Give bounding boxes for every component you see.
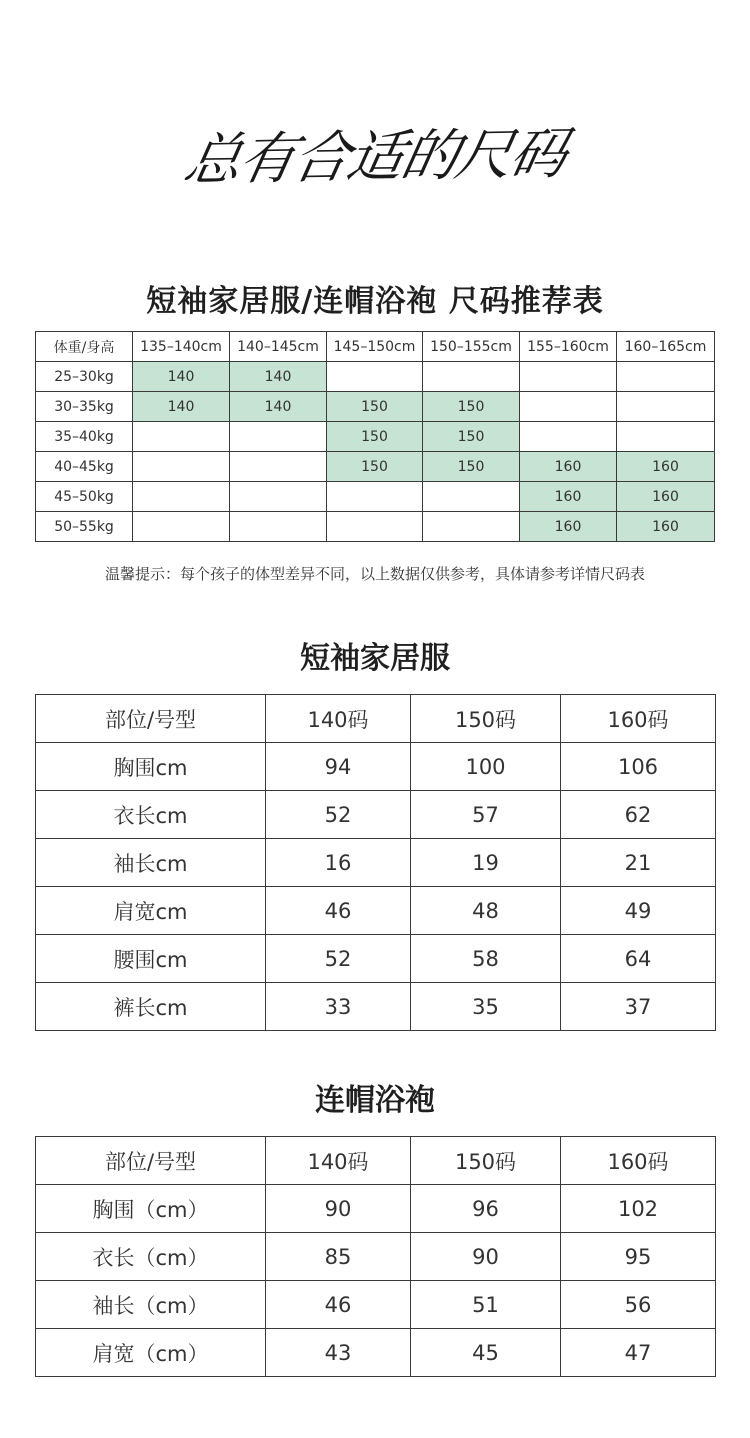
measure-label: 袖长cm xyxy=(36,839,266,887)
measure-value: 56 xyxy=(561,1281,716,1329)
measure-value: 16 xyxy=(266,839,411,887)
table-row xyxy=(36,839,716,887)
measure-value: 90 xyxy=(266,1185,411,1233)
size-cell xyxy=(423,512,520,542)
measure-value: 19 xyxy=(411,839,561,887)
measure-value: 35 xyxy=(411,983,561,1031)
size-cell xyxy=(230,422,327,452)
size-cell: 140 xyxy=(133,392,230,422)
table-row xyxy=(36,1329,716,1377)
table-header-row xyxy=(36,1137,716,1185)
measure-value: 47 xyxy=(561,1329,716,1377)
weight-label: 50–55kg xyxy=(36,512,133,542)
size-cell xyxy=(617,362,715,392)
size-cell: 140 xyxy=(230,392,327,422)
measure-value: 64 xyxy=(561,935,716,983)
table-row xyxy=(36,482,715,512)
measure-value: 43 xyxy=(266,1329,411,1377)
measure-value: 49 xyxy=(561,887,716,935)
tip-note: 温馨提示：每个孩子的体型差异不同，以上数据仅供参考，具体请参考详情尺码表 xyxy=(104,565,645,583)
size-cell xyxy=(133,482,230,512)
height-header: 160–165cm xyxy=(617,332,715,362)
table-row xyxy=(36,362,715,392)
size-cell xyxy=(327,482,423,512)
size-cell xyxy=(230,452,327,482)
measure-label: 衣长（cm） xyxy=(36,1233,266,1281)
measure-value: 46 xyxy=(266,1281,411,1329)
column-header: 150码 xyxy=(411,1137,561,1185)
weight-label: 30–35kg xyxy=(36,392,133,422)
measure-label: 肩宽cm xyxy=(36,887,266,935)
size-cell xyxy=(133,452,230,482)
column-header: 140码 xyxy=(266,695,411,743)
size-cell: 150 xyxy=(423,422,520,452)
weight-label: 45–50kg xyxy=(36,482,133,512)
weight-label: 40–45kg xyxy=(36,452,133,482)
table-row xyxy=(36,983,716,1031)
measure-value: 90 xyxy=(411,1233,561,1281)
table-row xyxy=(36,1185,716,1233)
measure-value: 62 xyxy=(561,791,716,839)
size-cell xyxy=(617,422,715,452)
measure-value: 95 xyxy=(561,1233,716,1281)
robe-size-table xyxy=(35,1136,716,1377)
robe-title: 连帽浴袍 xyxy=(315,1083,435,1118)
measure-value: 102 xyxy=(561,1185,716,1233)
measure-value: 33 xyxy=(266,983,411,1031)
measure-label: 衣长cm xyxy=(36,791,266,839)
measure-label: 胸围cm xyxy=(36,743,266,791)
measure-value: 48 xyxy=(411,887,561,935)
measure-value: 46 xyxy=(266,887,411,935)
measure-value: 37 xyxy=(561,983,716,1031)
size-cell xyxy=(327,512,423,542)
height-header: 135–140cm xyxy=(133,332,230,362)
size-cell xyxy=(520,392,617,422)
measure-value: 106 xyxy=(561,743,716,791)
measure-value: 100 xyxy=(411,743,561,791)
corner-header: 体重/身高 xyxy=(36,332,133,362)
measure-label: 肩宽（cm） xyxy=(36,1329,266,1377)
table-row xyxy=(36,935,716,983)
size-cell: 150 xyxy=(327,422,423,452)
table-header-row xyxy=(36,332,715,362)
column-header: 部位/号型 xyxy=(36,695,266,743)
table-row xyxy=(36,887,716,935)
height-header: 145–150cm xyxy=(327,332,423,362)
table-row xyxy=(36,512,715,542)
table-row xyxy=(36,452,715,482)
size-cell xyxy=(423,482,520,512)
column-header: 140码 xyxy=(266,1137,411,1185)
measure-value: 94 xyxy=(266,743,411,791)
size-cell: 160 xyxy=(520,512,617,542)
measure-value: 52 xyxy=(266,935,411,983)
size-cell: 150 xyxy=(327,452,423,482)
height-header: 150–155cm xyxy=(423,332,520,362)
size-cell xyxy=(327,362,423,392)
size-cell xyxy=(617,392,715,422)
measure-value: 58 xyxy=(411,935,561,983)
size-cell: 140 xyxy=(133,362,230,392)
table-row xyxy=(36,1281,716,1329)
size-cell: 160 xyxy=(520,482,617,512)
weight-label: 35–40kg xyxy=(36,422,133,452)
size-cell xyxy=(230,482,327,512)
table-row xyxy=(36,422,715,452)
size-cell xyxy=(520,422,617,452)
size-cell: 150 xyxy=(423,452,520,482)
size-cell: 160 xyxy=(617,482,715,512)
size-cell xyxy=(230,512,327,542)
height-header: 155–160cm xyxy=(520,332,617,362)
size-cell: 160 xyxy=(617,452,715,482)
table-row xyxy=(36,392,715,422)
column-header: 160码 xyxy=(561,1137,716,1185)
size-cell xyxy=(133,422,230,452)
table-row xyxy=(36,743,716,791)
measure-value: 51 xyxy=(411,1281,561,1329)
column-header: 部位/号型 xyxy=(36,1137,266,1185)
recommend-title: 短袖家居服/连帽浴袍 尺码推荐表 xyxy=(146,284,604,319)
weight-label: 25–30kg xyxy=(36,362,133,392)
size-cell: 160 xyxy=(520,452,617,482)
measure-label: 袖长（cm） xyxy=(36,1281,266,1329)
table-row xyxy=(36,1233,716,1281)
table-header-row xyxy=(36,695,716,743)
column-header: 150码 xyxy=(411,695,561,743)
height-header: 140–145cm xyxy=(230,332,327,362)
measure-value: 45 xyxy=(411,1329,561,1377)
measure-value: 52 xyxy=(266,791,411,839)
table-row xyxy=(36,791,716,839)
size-cell xyxy=(133,512,230,542)
measure-value: 85 xyxy=(266,1233,411,1281)
hero-calligraphy xyxy=(0,118,750,198)
homewear-size-table xyxy=(35,694,716,1031)
measure-label: 裤长cm xyxy=(36,983,266,1031)
measure-value: 96 xyxy=(411,1185,561,1233)
size-cell xyxy=(423,362,520,392)
size-cell xyxy=(520,362,617,392)
measure-value: 21 xyxy=(561,839,716,887)
recommend-table xyxy=(35,331,715,542)
measure-label: 腰围cm xyxy=(36,935,266,983)
measure-value: 57 xyxy=(411,791,561,839)
size-cell: 150 xyxy=(327,392,423,422)
hero-text: 总有合适的尺码 xyxy=(179,121,572,194)
homewear-title: 短袖家居服 xyxy=(300,641,450,676)
size-cell: 150 xyxy=(423,392,520,422)
column-header: 160码 xyxy=(561,695,716,743)
size-cell: 160 xyxy=(617,512,715,542)
size-cell: 140 xyxy=(230,362,327,392)
measure-label: 胸围（cm） xyxy=(36,1185,266,1233)
